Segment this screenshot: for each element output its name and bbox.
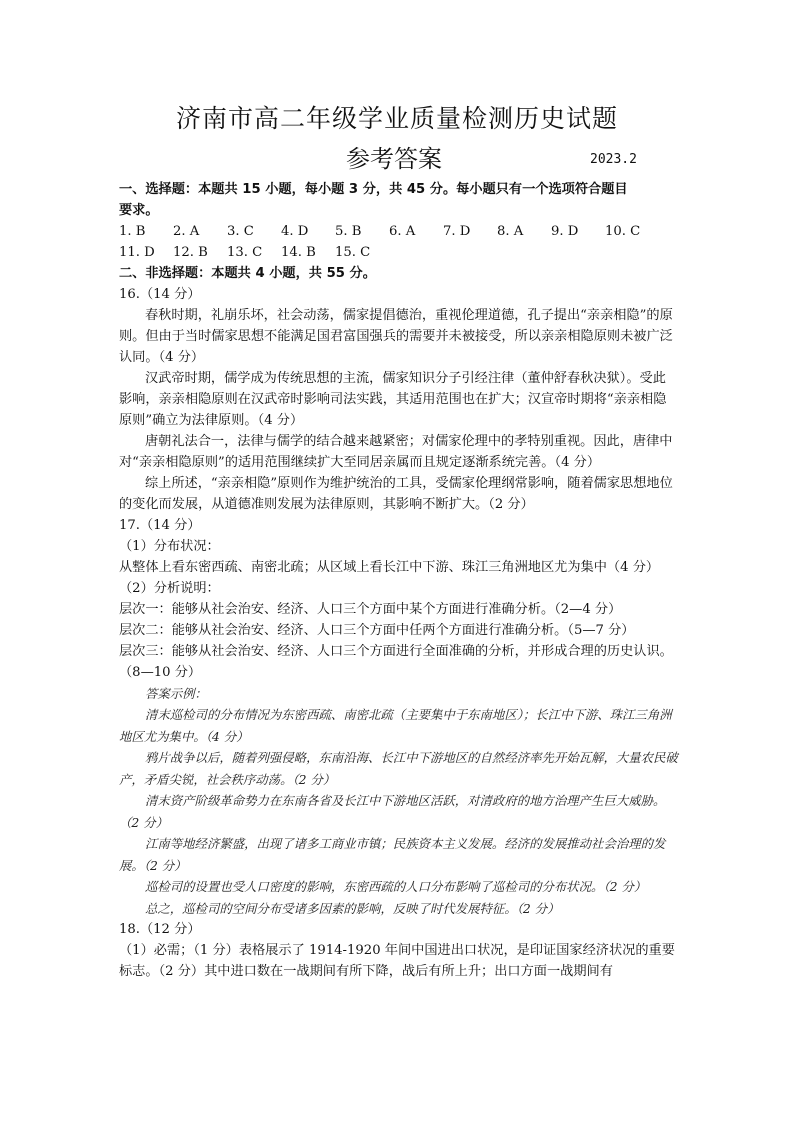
answer-item: 13. C: [227, 245, 263, 260]
answer-item: 5. B: [335, 224, 362, 239]
answer-item: 9. D: [551, 224, 579, 239]
answer-item: 4. D: [281, 224, 309, 239]
section1-heading-cont: 要求。: [119, 203, 159, 218]
q17-example-6: 总之，巡检司的空间分布受诸多因素的影响，反映了时代发展特征。（2 分）: [145, 900, 560, 916]
q17-example-2: 鸦片战争以后，随着列强侵略，东南沿海、长江中下游地区的自然经济率先开始瓦解，大量农民破产，矛盾尖锐，社会秩序动荡。（2 分）: [119, 750, 678, 787]
answer-item: 2. A: [173, 224, 200, 239]
q18-label: 18.（12 分）: [119, 922, 201, 937]
answer-item: 11. D: [119, 245, 155, 260]
q17-part2-heading: （2）分析说明：: [119, 581, 220, 596]
answer-item: 1. B: [119, 224, 146, 239]
answer-item: 10. C: [605, 224, 641, 239]
q16-paragraph-3: 唐朝礼法合一，法律与儒学的结合越来越紧密；对儒家伦理中的孝特别重视。因此，唐律中对“亲亲相隐原则”的适用范围继续扩大至同居亲属而且规定逐渐系统完善。（4 分）: [119, 434, 673, 470]
answer-item: 8. A: [497, 224, 524, 239]
q16-paragraph-1: 春秋时期，礼崩乐坏，社会动荡，儒家提倡德治，重视伦理道德，孔子提出“亲亲相隐”的原则。但由于当时儒家思想不能满足国君富国强兵的需要并未被接受，所以亲亲相隐原则未被广泛认同。（4 分）: [119, 308, 673, 365]
q16-label: 16.（14 分）: [119, 287, 201, 302]
q17-example-1: 清末巡检司的分布情况为东密西疏、南密北疏（主要集中于东南地区）；长江中下游、珠江三角洲地区尤为集中。（4 分）: [119, 707, 672, 744]
exam-date: 2023.2: [590, 152, 637, 167]
page-title: 济南市高二年级学业质量检测历史试题: [175, 104, 618, 133]
page-subtitle: 参考答案: [346, 145, 442, 173]
section1-heading: 一、选择题：本题共 15 小题，每小题 3 分，共 45 分。每小题只有一个选项符合题目: [119, 182, 628, 197]
q18-paragraph-1: （1）必需；（1 分）表格展示了 1914-1920 年间中国进出口状况，是印证国家经济状况的重要标志。（2 分）其中进口数在一战期间有所下降，战后有所上升；出口方面一战期间有: [119, 943, 675, 979]
q17-example-5: 巡检司的设置也受人口密度的影响，东密西疏的人口分布影响了巡检司的分布状况。（2 分）: [145, 879, 647, 894]
q17-example-3: 清末资产阶级革命势力在东南各省及长江中下游地区活跃，对清政府的地方治理产生巨大威胁。（2 分）: [119, 793, 666, 830]
q17-part1-answer: 从整体上看东密西疏、南密北疏；从区域上看长江中下游、珠江三角洲地区尤为集中（4 分）: [119, 560, 660, 575]
q17-part1-heading: （1）分布状况：: [119, 539, 220, 554]
q17-level-1: 层次一：能够从社会治安、经济、人口三个方面中某个方面进行准确分析。（2—4 分）: [119, 602, 622, 617]
answer-item: 12. B: [173, 245, 208, 260]
answer-body: [119, 179, 679, 982]
q17-level-3-score: （8—10 分）: [119, 665, 202, 680]
choice-answers-row-1: [119, 221, 679, 242]
q17-level-3: 层次三：能够从社会治安、经济、人口三个方面进行全面准确的分析，并形成合理的历史认识。: [119, 644, 673, 659]
section2-heading: 二、非选择题：本题共 4 小题，共 55 分。: [119, 266, 376, 281]
choice-answers-row-2: [119, 242, 679, 263]
q17-example-4: 江南等地经济繁盛，出现了诸多工商业市镇；民族资本主义发展。经济的发展推动社会治理的发展。（2 分）: [119, 836, 666, 873]
answer-item: 3. C: [227, 224, 254, 239]
answer-item: 7. D: [443, 224, 471, 239]
answer-item: 15. C: [335, 245, 371, 260]
q17-level-2: 层次二：能够从社会治安、经济、人口三个方面中任两个方面进行准确分析。（5—7 分）: [119, 623, 635, 638]
q17-label: 17.（14 分）: [119, 518, 201, 533]
q16-paragraph-2: 汉武帝时期，儒学成为传统思想的主流，儒家知识分子引经注律（董仲舒春秋决狱）。受此影响，亲亲相隐原则在汉武帝时影响司法实践，其适用范围也在扩大；汉宣帝时期将“亲亲相隐原则”确立为法律原则。（4 分）: [119, 371, 667, 428]
answer-item: 14. B: [281, 245, 316, 260]
q16-paragraph-4: 综上所述，“亲亲相隐”原则作为维护统治的工具，受儒家伦理纲常影响，随着儒家思想地位的变化而发展，从道德准则发展为法律原则，其影响不断扩大。（2 分）: [119, 476, 673, 512]
q17-example-label: 答案示例：: [145, 686, 207, 701]
answer-item: 6. A: [389, 224, 416, 239]
